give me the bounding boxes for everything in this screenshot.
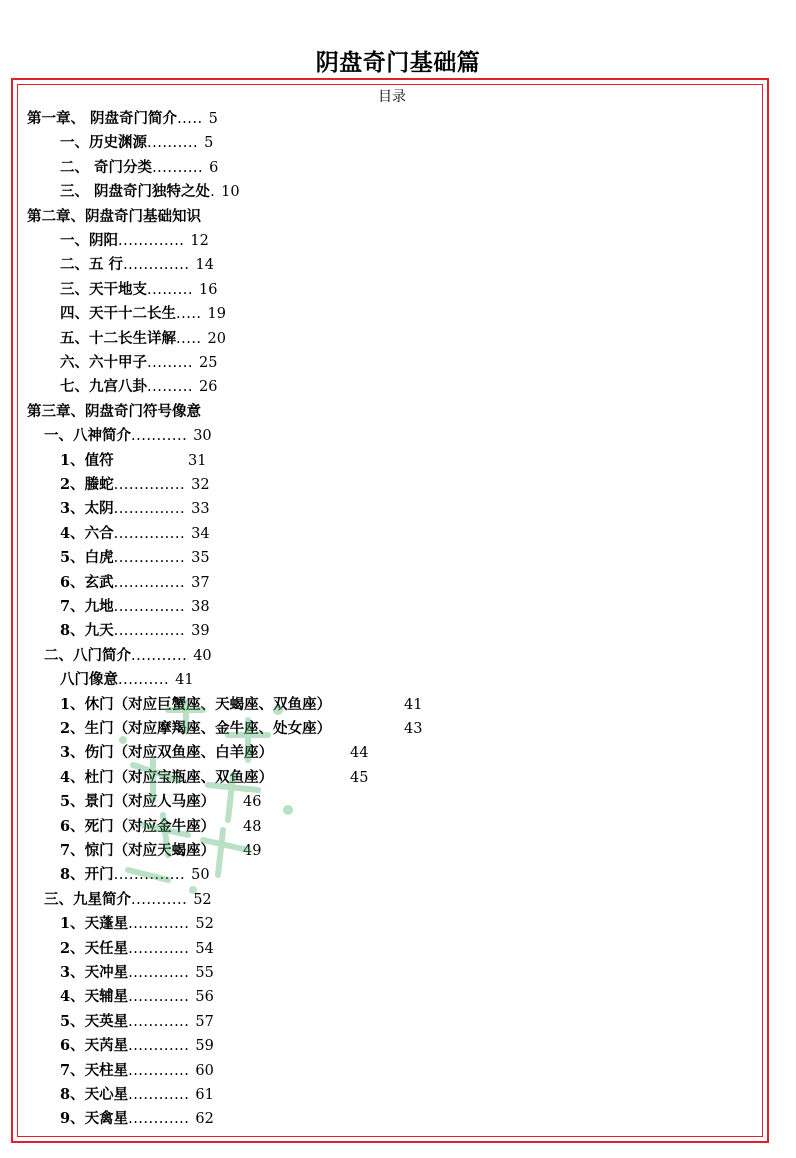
toc-entry-label: 七、九宫八卦 [60, 378, 147, 396]
toc-entry[interactable] [60, 302, 226, 326]
toc-entry-leader-dots: .......... [118, 672, 170, 689]
toc-entry[interactable] [60, 375, 217, 399]
toc-entry-leader-dots: ............. [123, 257, 190, 274]
toc-entry-page-number: 40 [193, 647, 212, 664]
toc-entry-leader-dots: ............ [128, 1062, 190, 1079]
toc-entry[interactable] [60, 985, 214, 1009]
toc-entry-label: 第一章、 阴盘奇门简介 [27, 110, 178, 127]
toc-entry-page-number: 20 [207, 330, 226, 347]
toc-entry-leader-dots: ......... [147, 355, 193, 371]
toc-entry[interactable] [60, 546, 210, 570]
toc-entry-leader-dots: .............. [113, 525, 186, 542]
toc-entry-leader-dots: .............. [113, 867, 186, 884]
toc-entry[interactable] [60, 693, 331, 717]
toc-entry-label: 三、天干地支 [60, 280, 147, 298]
toc-entry-label: 5、白虎 [60, 549, 114, 567]
toc-entry-leader-dots: ............ [128, 916, 190, 933]
toc-entry-page-number: 32 [191, 477, 210, 493]
toc-entry[interactable] [44, 424, 212, 448]
toc-entry-page-number: 54 [195, 940, 214, 957]
toc-entry[interactable] [60, 668, 194, 692]
toc-entry-label: 五、十二长生详解 [60, 329, 176, 347]
toc-heading: 目录 [378, 89, 406, 105]
toc-entry[interactable] [60, 863, 210, 887]
toc-entry[interactable] [60, 473, 210, 497]
toc-entry-label: 一、阴阳 [60, 232, 118, 249]
toc-entry[interactable] [60, 156, 218, 180]
toc-entry-leader-dots: .............. [113, 599, 186, 615]
toc-entry-page-number: 57 [195, 1013, 214, 1030]
toc-entry-page-number: 62 [195, 1111, 214, 1128]
toc-entry-label: 2、螣蛇 [60, 476, 114, 493]
toc-entry-page-number: 61 [195, 1087, 214, 1103]
toc-entry-leader-dots: ........... [131, 891, 188, 908]
toc-entry-label: 六、六十甲子 [60, 354, 147, 371]
toc-entry-page-number: 35 [191, 550, 210, 567]
toc-entry-label: 6、玄武 [60, 573, 114, 591]
toc-entry-leader-dots: .............. [113, 477, 186, 493]
toc-entry-label: 8、天心星 [60, 1086, 129, 1103]
toc-entry[interactable] [60, 815, 215, 839]
toc-entry-page-number: 30 [193, 428, 212, 445]
toc-entry-label: 三、 阴盘奇门独特之处 [60, 183, 211, 201]
toc-entry-label: 9、天禽星 [60, 1110, 129, 1128]
toc-entry[interactable] [60, 595, 210, 619]
toc-entry-label: 4、天辅星 [60, 988, 129, 1006]
toc-entry-label: 1、天蓬星 [60, 915, 129, 933]
toc-entry-label: 二、 奇门分类 [60, 158, 153, 176]
toc-entry-page-number: 46 [243, 794, 262, 811]
toc-entry-label: 八门像意 [60, 671, 118, 689]
toc-entry-page-number: 12 [190, 233, 209, 249]
toc-entry-page-number: 37 [191, 574, 210, 591]
toc-entry-leader-dots: ..... [176, 306, 202, 323]
toc-entry-page-number: 26 [198, 379, 218, 396]
toc-entry-leader-dots: ..... [176, 330, 202, 347]
toc-entry-page-number: 52 [195, 916, 214, 933]
toc-entry-page-number: 59 [195, 1038, 214, 1055]
toc-entry[interactable] [60, 327, 226, 351]
toc-entry[interactable] [60, 180, 240, 204]
toc-entry-leader-dots: .............. [113, 501, 186, 518]
toc-entry[interactable] [60, 571, 210, 595]
toc-entry[interactable] [60, 741, 273, 765]
toc-entry-label: 二、五 行 [60, 256, 124, 274]
toc-entry[interactable] [27, 205, 207, 229]
toc-entry-label: 7、天柱星 [60, 1061, 129, 1079]
toc-entry[interactable] [60, 229, 209, 253]
toc-entry[interactable] [60, 766, 273, 790]
toc-entry-leader-dots: ......... [147, 281, 193, 298]
toc-entry-leader-dots: ............ [128, 940, 190, 957]
toc-entry-page-number: 5 [208, 111, 218, 127]
toc-entry-page-number: 33 [191, 501, 210, 518]
toc-entry-label: 2、生门（对应摩羯座、金牛座、处女座） [60, 720, 332, 737]
toc-entry[interactable] [44, 888, 212, 912]
toc-entry-page-number: 34 [191, 525, 210, 542]
toc-entry-leader-dots: .............. [113, 574, 186, 591]
toc-entry-page-number: 60 [195, 1062, 214, 1079]
toc-entry-label: 7、九地 [60, 598, 114, 615]
toc-entry-page-number: 55 [195, 965, 214, 981]
toc-entry-page-number: 14 [195, 257, 214, 274]
toc-entry-leader-dots: ............ [128, 1038, 190, 1055]
toc-entry-page-number: 41 [175, 672, 194, 689]
toc-entry-page-number: 45 [350, 769, 369, 786]
toc-entry[interactable] [44, 644, 212, 668]
toc-entry-leader-dots: .............. [113, 623, 186, 640]
toc-entry-label: 7、惊门（对应天蝎座） [60, 842, 216, 859]
toc-entry[interactable] [60, 912, 214, 936]
toc-entry[interactable] [60, 278, 217, 302]
toc-entry[interactable] [27, 107, 218, 131]
toc-entry-label: 8、九天 [60, 622, 114, 640]
toc-entry-leader-dots: ..... [177, 111, 203, 127]
toc-entry-label: 一、八神简介 [44, 427, 131, 445]
toc-entry[interactable] [60, 937, 214, 961]
toc-entry-page-number: 44 [350, 745, 369, 762]
toc-entry-leader-dots: . [210, 184, 216, 201]
toc-entry-leader-dots: ............ [128, 1111, 190, 1128]
toc-entry[interactable] [60, 961, 214, 985]
toc-entry-label: 5、景门（对应人马座） [60, 793, 216, 811]
toc-entry[interactable] [60, 351, 217, 375]
toc-entry-leader-dots: ......... [147, 379, 193, 396]
toc-entry-label: 四、天干十二长生 [60, 305, 176, 323]
toc-entry-page-number: 41 [404, 696, 423, 713]
toc-entry-page-number: 25 [198, 355, 218, 371]
toc-entry[interactable] [60, 522, 210, 546]
toc-entry-page-number: 50 [191, 867, 210, 884]
toc-entry-label: 第三章、阴盘奇门符号像意 [27, 402, 201, 420]
toc-entry-page-number: 39 [191, 623, 210, 640]
toc-entry-label: 一、历史渊源 [60, 134, 147, 152]
toc-entry-page-number: 43 [404, 721, 423, 737]
toc-entry-label: 8、开门 [60, 866, 114, 884]
toc-entry[interactable] [60, 449, 114, 473]
document-title: 阴盘奇门基础篇 [315, 49, 481, 76]
toc-entry-page-number: 48 [243, 818, 262, 835]
toc-entry-label: 1、值符 [60, 451, 114, 469]
toc-entry-leader-dots: .......... [152, 159, 204, 176]
toc-entry-page-number: 16 [198, 281, 218, 298]
toc-entry-page-number: 52 [193, 891, 212, 908]
toc-entry-label: 5、天英星 [60, 1012, 129, 1030]
toc-entry-label: 1、休门（对应巨蟹座、天蝎座、双鱼座） [60, 695, 332, 713]
toc-entry[interactable] [60, 1010, 214, 1034]
toc-entry-leader-dots: ............ [128, 965, 190, 981]
toc-entry-leader-dots: ............. [118, 233, 185, 249]
toc-entry-label: 三、九星简介 [44, 890, 131, 908]
toc-entry-label: 第二章、阴盘奇门基础知识 [27, 207, 201, 225]
toc-entry-label: 4、六合 [60, 524, 114, 542]
toc-entry-label: 3、伤门（对应双鱼座、白羊座） [60, 744, 274, 762]
toc-entry-label: 6、死门（对应金牛座） [60, 817, 216, 835]
toc-entry-leader-dots: .............. [113, 550, 186, 567]
toc-entry-page-number: 38 [191, 599, 210, 615]
toc-entry-label: 二、八门简介 [44, 646, 131, 664]
toc-entry[interactable] [60, 1107, 214, 1131]
toc-entry[interactable] [60, 131, 213, 155]
toc-entry[interactable] [60, 1034, 214, 1058]
toc-entry-leader-dots: ............ [128, 1013, 190, 1030]
toc-entry-page-number: 19 [207, 306, 226, 323]
toc-entry[interactable] [27, 400, 207, 424]
toc-entry-leader-dots: .......... [147, 135, 199, 152]
toc-entry[interactable] [60, 839, 215, 863]
toc-entry-label: 2、天任星 [60, 939, 129, 957]
toc-entry[interactable] [60, 790, 215, 814]
toc-entry-leader-dots: ........... [131, 428, 188, 445]
toc-entry[interactable] [60, 497, 210, 521]
toc-entry-page-number: 5 [204, 135, 214, 152]
toc-entry[interactable] [60, 717, 331, 741]
toc-entry[interactable] [60, 1059, 214, 1083]
toc-entry-page-number: 56 [195, 989, 214, 1006]
toc-entry[interactable] [60, 253, 214, 277]
toc-entry-label: 4、杜门（对应宝瓶座、双鱼座） [60, 768, 274, 786]
toc-entry-leader-dots: ............ [128, 989, 190, 1006]
toc-entry-leader-dots: ........... [131, 647, 188, 664]
toc-entry-leader-dots: ............ [128, 1087, 190, 1103]
toc-entry-label: 3、天冲星 [60, 964, 129, 981]
toc-entry[interactable] [60, 619, 210, 643]
toc-entry-page-number: 49 [243, 843, 262, 859]
toc-entry[interactable] [60, 1083, 214, 1107]
toc-entry-page-number: 10 [221, 184, 240, 201]
toc-entry-label: 3、太阴 [60, 500, 114, 518]
toc-entry-label: 6、天芮星 [60, 1037, 129, 1055]
toc-entry-page-number: 31 [188, 452, 207, 469]
toc-entry-page-number: 6 [209, 159, 219, 176]
